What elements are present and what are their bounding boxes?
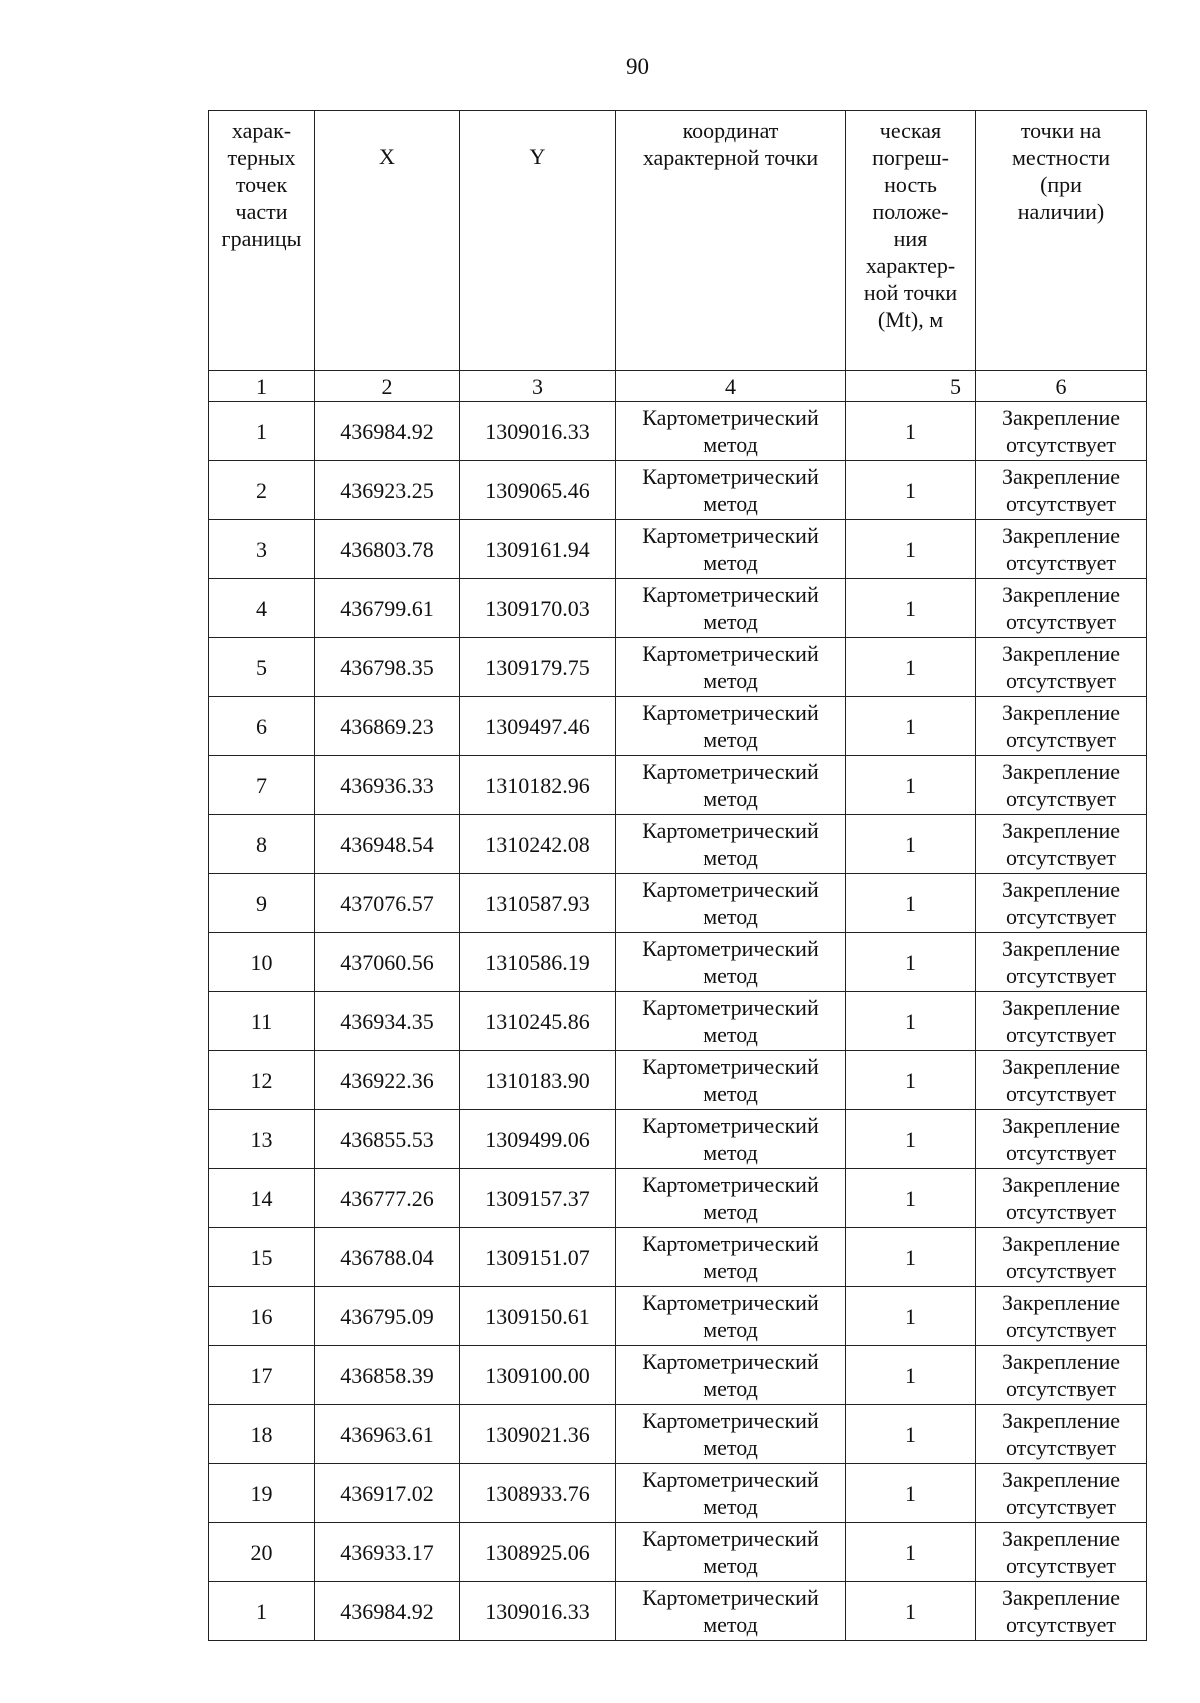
header-point-number: харак- терных точек части границы [209,111,315,371]
table-row [209,1346,1147,1405]
mt-cell: 1 [846,697,976,756]
x-coordinate-cell: 436917.02 [315,1464,460,1523]
method-cell-line: Картометрический [642,877,819,902]
fixing-cell-line: Закрепление [1001,464,1121,489]
table-row [209,1287,1147,1346]
fixing-cell-line: отсутствует [1005,1022,1117,1047]
x-coordinate-cell: 436855.53 [315,1110,460,1169]
method-cell-line: Картометрический [642,818,819,843]
y-coordinate-cell: 1309016.33 [460,402,616,461]
table-row [209,579,1147,638]
y-coordinate-cell: 1309100.00 [460,1346,616,1405]
fixing-cell-line: отсутствует [1005,1435,1117,1460]
y-coordinate-cell: 1309157.37 [460,1169,616,1228]
x-coordinate-cell: 436795.09 [315,1287,460,1346]
fixing-cell [976,1110,1147,1169]
table-row [209,1051,1147,1110]
method-cell-line: метод [703,904,758,929]
point-number-cell: 4 [209,579,315,638]
method-cell-line: Картометрический [642,582,819,607]
y-coordinate-cell: 1310587.93 [460,874,616,933]
method-cell-line: метод [703,1140,758,1165]
column-number: 4 [616,371,846,402]
header-method: координат характерной точки [616,111,846,371]
header-mt: ческая погреш- ность положе- ния характер- ной точки (Mt), м [846,111,976,371]
method-cell [616,697,846,756]
fixing-cell [976,756,1147,815]
fixing-cell-line: Закрепление [1001,1054,1121,1079]
method-cell-line: метод [703,1258,758,1283]
fixing-cell-line: отсутствует [1005,1553,1117,1578]
table-row [209,933,1147,992]
y-coordinate-cell: 1310245.86 [460,992,616,1051]
method-cell [616,1228,846,1287]
fixing-cell [976,1582,1147,1641]
x-coordinate-cell: 437076.57 [315,874,460,933]
point-number-cell: 11 [209,992,315,1051]
table-row [209,1405,1147,1464]
point-number-cell: 19 [209,1464,315,1523]
table-row [209,1110,1147,1169]
mt-cell: 1 [846,992,976,1051]
point-number-cell: 14 [209,1169,315,1228]
point-number-cell: 17 [209,1346,315,1405]
method-cell-line: метод [703,1317,758,1342]
method-cell [616,1169,846,1228]
point-number-cell: 1 [209,402,315,461]
mt-cell: 1 [846,1169,976,1228]
method-cell-line: Картометрический [642,1054,819,1079]
fixing-cell [976,1405,1147,1464]
coordinates-table [208,110,1147,1641]
point-number-cell: 8 [209,815,315,874]
header-x: X [315,111,460,371]
method-cell-line: метод [703,1435,758,1460]
mt-cell: 1 [846,815,976,874]
method-cell [616,579,846,638]
fixing-cell-line: Закрепление [1001,1231,1121,1256]
method-cell-line: Картометрический [642,1349,819,1374]
mt-cell: 1 [846,1405,976,1464]
fixing-cell-line: Закрепление [1001,995,1121,1020]
method-cell-line: Картометрический [642,1467,819,1492]
method-cell-line: метод [703,1553,758,1578]
table-row [209,697,1147,756]
fixing-cell-line: отсутствует [1005,1612,1117,1637]
method-cell-line: метод [703,1376,758,1401]
mt-cell: 1 [846,1287,976,1346]
fixing-cell-line: Закрепление [1001,759,1121,784]
fixing-cell [976,1464,1147,1523]
mt-cell: 1 [846,402,976,461]
y-coordinate-cell: 1310183.90 [460,1051,616,1110]
method-cell-line: метод [703,1494,758,1519]
fixing-cell-line: отсутствует [1005,550,1117,575]
method-cell [616,992,846,1051]
method-cell-line: метод [703,1612,758,1637]
fixing-cell [976,1346,1147,1405]
fixing-cell [976,402,1147,461]
method-cell-line: метод [703,668,758,693]
x-coordinate-cell: 436984.92 [315,1582,460,1641]
table-row [209,1169,1147,1228]
x-coordinate-cell: 436799.61 [315,579,460,638]
fixing-cell-line: отсутствует [1005,1199,1117,1224]
fixing-cell-line: отсутствует [1005,904,1117,929]
mt-cell: 1 [846,579,976,638]
point-number-cell: 3 [209,520,315,579]
method-cell-line: метод [703,845,758,870]
y-coordinate-cell: 1309151.07 [460,1228,616,1287]
fixing-cell [976,697,1147,756]
method-cell-line: метод [703,550,758,575]
fixing-cell-line: отсутствует [1005,491,1117,516]
y-coordinate-cell: 1309161.94 [460,520,616,579]
point-number-cell: 20 [209,1523,315,1582]
point-number-cell: 12 [209,1051,315,1110]
fixing-cell [976,579,1147,638]
fixing-cell-line: отсутствует [1005,727,1117,752]
fixing-cell [976,992,1147,1051]
mt-cell: 1 [846,1464,976,1523]
method-cell-line: метод [703,727,758,752]
fixing-cell-line: отсутствует [1005,1376,1117,1401]
method-cell-line: метод [703,1199,758,1224]
header-y: Y [460,111,616,371]
x-coordinate-cell: 436788.04 [315,1228,460,1287]
table-row [209,402,1147,461]
method-cell-line: Картометрический [642,1585,819,1610]
method-cell [616,874,846,933]
fixing-cell [976,1051,1147,1110]
table-body [209,402,1147,1641]
fixing-cell [976,874,1147,933]
fixing-cell-line: Закрепление [1001,1585,1121,1610]
method-cell-line: метод [703,609,758,634]
y-coordinate-cell: 1309497.46 [460,697,616,756]
column-number: 5 [846,371,976,402]
x-coordinate-cell: 436933.17 [315,1523,460,1582]
y-coordinate-cell: 1308925.06 [460,1523,616,1582]
mt-cell: 1 [846,1110,976,1169]
fixing-cell-line: отсутствует [1005,1081,1117,1106]
x-coordinate-cell: 436858.39 [315,1346,460,1405]
table-row [209,756,1147,815]
method-cell [616,1287,846,1346]
point-number-cell: 2 [209,461,315,520]
mt-cell: 1 [846,756,976,815]
y-coordinate-cell: 1309499.06 [460,1110,616,1169]
fixing-cell-line: Закрепление [1001,700,1121,725]
mt-cell: 1 [846,1228,976,1287]
fixing-cell-line: Закрепление [1001,877,1121,902]
table-row [209,815,1147,874]
method-cell [616,1110,846,1169]
fixing-cell-line: отсутствует [1005,1258,1117,1283]
mt-cell: 1 [846,520,976,579]
fixing-cell [976,1228,1147,1287]
method-cell [616,1582,846,1641]
method-cell-line: Картометрический [642,405,819,430]
fixing-cell [976,1287,1147,1346]
method-cell-line: метод [703,1081,758,1106]
column-numbers-row [209,371,1147,402]
method-cell-line: Картометрический [642,1408,819,1433]
table-row [209,992,1147,1051]
x-coordinate-cell: 436798.35 [315,638,460,697]
x-coordinate-cell: 437060.56 [315,933,460,992]
method-cell-line: Картометрический [642,700,819,725]
mt-cell: 1 [846,1523,976,1582]
fixing-cell-line: Закрепление [1001,641,1121,666]
method-cell [616,756,846,815]
table-row [209,874,1147,933]
method-cell-line: Картометрический [642,1290,819,1315]
fixing-cell-line: Закрепление [1001,582,1121,607]
mt-cell: 1 [846,1582,976,1641]
x-coordinate-cell: 436984.92 [315,402,460,461]
fixing-cell-line: отсутствует [1005,845,1117,870]
method-cell-line: Картометрический [642,1526,819,1551]
mt-cell: 1 [846,1051,976,1110]
y-coordinate-cell: 1309065.46 [460,461,616,520]
fixing-cell [976,1169,1147,1228]
point-number-cell: 6 [209,697,315,756]
x-coordinate-cell: 436923.25 [315,461,460,520]
fixing-cell-line: отсутствует [1005,1140,1117,1165]
method-cell-line: Картометрический [642,936,819,961]
column-number: 2 [315,371,460,402]
fixing-cell [976,815,1147,874]
method-cell [616,1405,846,1464]
fixing-cell [976,520,1147,579]
point-number-cell: 13 [209,1110,315,1169]
column-number: 1 [209,371,315,402]
method-cell-line: метод [703,491,758,516]
fixing-cell [976,933,1147,992]
mt-cell: 1 [846,1346,976,1405]
fixing-cell-line: отсутствует [1005,668,1117,693]
method-cell [616,1464,846,1523]
method-cell-line: Картометрический [642,523,819,548]
method-cell-line: метод [703,432,758,457]
method-cell [616,1523,846,1582]
page-number: 90 [626,54,649,79]
method-cell-line: метод [703,786,758,811]
y-coordinate-cell: 1309179.75 [460,638,616,697]
method-cell-line: Картометрический [642,995,819,1020]
method-cell-line: Картометрический [642,641,819,666]
fixing-cell-line: Закрепление [1001,523,1121,548]
table-row [209,1523,1147,1582]
method-cell-line: метод [703,963,758,988]
method-cell-line: Картометрический [642,1172,819,1197]
method-cell [616,815,846,874]
x-coordinate-cell: 436803.78 [315,520,460,579]
fixing-cell-line: Закрепление [1001,1526,1121,1551]
method-cell-line: Картометрический [642,759,819,784]
method-cell [616,933,846,992]
x-coordinate-cell: 436869.23 [315,697,460,756]
fixing-cell-line: отсутствует [1005,963,1117,988]
y-coordinate-cell: 1309021.36 [460,1405,616,1464]
fixing-cell-line: Закрепление [1001,1290,1121,1315]
y-coordinate-cell: 1309150.61 [460,1287,616,1346]
y-coordinate-cell: 1310182.96 [460,756,616,815]
y-coordinate-cell: 1310242.08 [460,815,616,874]
x-coordinate-cell: 436777.26 [315,1169,460,1228]
point-number-cell: 18 [209,1405,315,1464]
table-row [209,461,1147,520]
x-coordinate-cell: 436934.35 [315,992,460,1051]
point-number-cell: 16 [209,1287,315,1346]
method-cell-line: Картометрический [642,464,819,489]
table-row [209,1228,1147,1287]
table-row [209,1464,1147,1523]
fixing-cell-line: Закрепление [1001,818,1121,843]
fixing-cell-line: отсутствует [1005,432,1117,457]
fixing-cell-line: отсутствует [1005,786,1117,811]
column-number: 3 [460,371,616,402]
x-coordinate-cell: 436948.54 [315,815,460,874]
method-cell [616,402,846,461]
method-cell-line: метод [703,1022,758,1047]
fixing-cell-line: Закрепление [1001,1408,1121,1433]
x-coordinate-cell: 436963.61 [315,1405,460,1464]
point-number-cell: 15 [209,1228,315,1287]
mt-cell: 1 [846,461,976,520]
table-header-row [209,111,1147,371]
point-number-cell: 10 [209,933,315,992]
x-coordinate-cell: 436936.33 [315,756,460,815]
table-row [209,520,1147,579]
fixing-cell-line: Закрепление [1001,1349,1121,1374]
point-number-cell: 9 [209,874,315,933]
header-fixing: точки на местности (при наличии) [976,111,1147,371]
fixing-cell-line: Закрепление [1001,405,1121,430]
method-cell [616,461,846,520]
method-cell [616,1346,846,1405]
x-coordinate-cell: 436922.36 [315,1051,460,1110]
fixing-cell-line: Закрепление [1001,936,1121,961]
method-cell [616,638,846,697]
y-coordinate-cell: 1309016.33 [460,1582,616,1641]
fixing-cell [976,638,1147,697]
fixing-cell-line: отсутствует [1005,1317,1117,1342]
table-row [209,1582,1147,1641]
mt-cell: 1 [846,874,976,933]
point-number-cell: 5 [209,638,315,697]
point-number-cell: 1 [209,1582,315,1641]
mt-cell: 1 [846,638,976,697]
fixing-cell-line: Закрепление [1001,1172,1121,1197]
y-coordinate-cell: 1310586.19 [460,933,616,992]
fixing-cell-line: отсутствует [1005,609,1117,634]
fixing-cell [976,1523,1147,1582]
mt-cell: 1 [846,933,976,992]
method-cell [616,1051,846,1110]
column-number: 6 [976,371,1147,402]
y-coordinate-cell: 1308933.76 [460,1464,616,1523]
table-row [209,638,1147,697]
fixing-cell-line: Закрепление [1001,1467,1121,1492]
point-number-cell: 7 [209,756,315,815]
fixing-cell-line: отсутствует [1005,1494,1117,1519]
fixing-cell-line: Закрепление [1001,1113,1121,1138]
method-cell-line: Картометрический [642,1113,819,1138]
method-cell [616,520,846,579]
y-coordinate-cell: 1309170.03 [460,579,616,638]
fixing-cell [976,461,1147,520]
method-cell-line: Картометрический [642,1231,819,1256]
